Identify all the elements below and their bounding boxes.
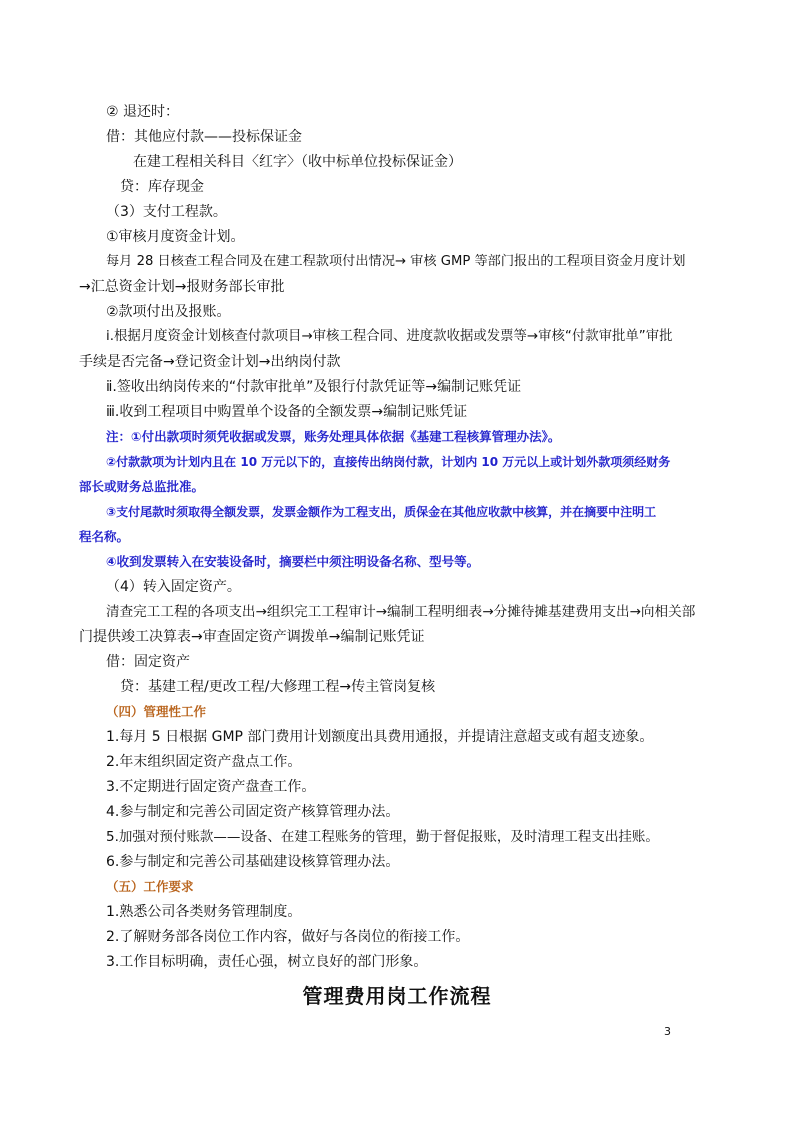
text-line-20: 2.年末组织固定资产盘点工作。 bbox=[106, 754, 302, 770]
text-line-14: （4）转入固定资产。 bbox=[106, 579, 241, 595]
text-line-7: 每月 28 日核查工程合同及在建工程款项付出情况→ 审核 GMP 等部门报出的工程项目资金月度计划 bbox=[106, 254, 686, 269]
section-title: 管理费用岗工作流程 bbox=[302, 984, 492, 1008]
text-line-18: 贷：基建工程/更改工程/大修理工程→传主管岗复核 bbox=[120, 679, 436, 695]
note-line-2: ②付款款项为计划内且在 10 万元以下的，直接传出纳岗付款，计划内 10 万元以上或计划外款项须经财务 bbox=[106, 455, 671, 469]
page-number: 3 bbox=[664, 1025, 671, 1038]
text-line-13: ⅲ.收到工程项目中购置单个设备的全额发票→编制记账凭证 bbox=[106, 404, 468, 420]
text-line-16: 门提供竣工决算表→审查固定资产调拨单→编制记账凭证 bbox=[79, 629, 425, 645]
note-line-4: ③支付尾款时须取得全额发票，发票金额作为工程支出，质保金在其他应收款中核算，并在摘要中注明工 bbox=[106, 505, 657, 519]
text-line-2: 借：其他应付款——投标保证金 bbox=[106, 129, 302, 145]
text-line-6: ①审核月度资金计划。 bbox=[106, 229, 245, 245]
text-line-21: 3.不定期进行固定资产盘查工作。 bbox=[106, 779, 316, 795]
section-heading-4: （四）管理性工作 bbox=[106, 704, 207, 719]
text-line-12: ⅱ.签收出纳岗传来的“付款审批单”及银行付款凭证等→编制记账凭证 bbox=[106, 379, 522, 395]
text-line-15: 清查完工工程的各项支出→组织完工工程审计→编制工程明细表→分摊待摊基建费用支出→向相关部 bbox=[106, 604, 696, 620]
text-line-22: 4.参与制定和完善公司固定资产核算管理办法。 bbox=[106, 804, 400, 820]
text-line-5: （3）支付工程款。 bbox=[106, 204, 227, 220]
text-line-19: 1.每月 5 日根据 GMP 部门费用计划额度出具费用通报，并提请注意超支或有超支迹象。 bbox=[106, 729, 654, 745]
text-line-3: 在建工程相关科目〈红字〉（收中标单位投标保证金） bbox=[133, 154, 462, 170]
section-heading-5: （五）工作要求 bbox=[106, 879, 194, 894]
text-line-10: ⅰ.根据月度资金计划核查付款项目→审核工程合同、进度款收据或发票等→审核“付款审批单”审批 bbox=[106, 329, 673, 344]
note-line-6: ④收到发票转入在安装设备时，摘要栏中须注明设备名称、型号等。 bbox=[106, 554, 480, 569]
text-line-26: 2.了解财务部各岗位工作内容，做好与各岗位的衔接工作。 bbox=[106, 929, 470, 945]
note-line-1: 注：①付出款项时须凭收据或发票，账务处理具体依据《基建工程核算管理办法》。 bbox=[106, 429, 561, 444]
text-line-17: 借：固定资产 bbox=[106, 654, 190, 670]
note-line-3: 部长或财务总监批准。 bbox=[79, 479, 205, 494]
text-line-11: 手续是否完备→登记资金计划→出纳岗付款 bbox=[79, 354, 341, 370]
text-line-1: ② 退还时： bbox=[106, 104, 180, 120]
text-line-23: 5.加强对预付账款——设备、在建工程账务的管理，勤于督促报账，及时清理工程支出挂账。 bbox=[106, 829, 659, 845]
text-line-24: 6.参与制定和完善公司基础建设核算管理办法。 bbox=[106, 854, 400, 870]
text-line-9: ②款项付出及报账。 bbox=[106, 304, 231, 320]
text-line-25: 1.熟悉公司各类财务管理制度。 bbox=[106, 904, 302, 920]
text-line-4: 贷：库存现金 bbox=[120, 179, 204, 195]
text-line-8: →汇总资金计划→报财务部长审批 bbox=[79, 279, 285, 295]
note-line-5: 程名称。 bbox=[79, 529, 130, 544]
text-line-27: 3.工作目标明确，责任心强，树立良好的部门形象。 bbox=[106, 954, 428, 970]
